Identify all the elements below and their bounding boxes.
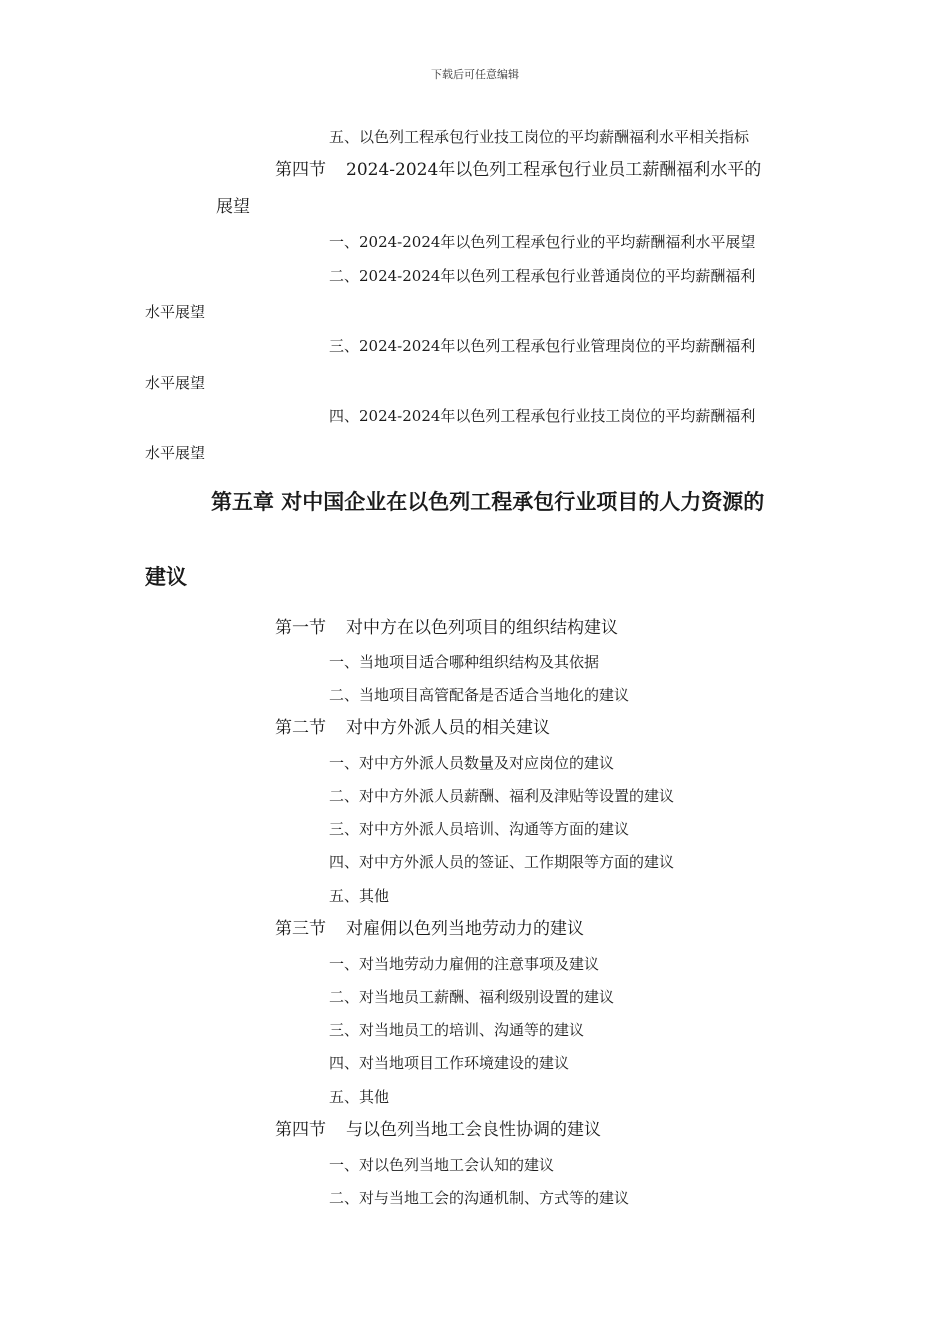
section-title: 2024-2024年以色列工程承包行业员工薪酬福利水平的 [346, 160, 762, 180]
toc-item: 五、其他 [329, 887, 390, 905]
toc-item: 二、当地项目高管配备是否适合当地化的建议 [329, 686, 630, 704]
toc-section [275, 159, 761, 181]
toc-item: 一、对当地劳动力雇佣的注意事项及建议 [329, 955, 600, 973]
section-label: 第二节 [275, 718, 326, 738]
toc-section [275, 918, 584, 940]
toc-section [275, 617, 618, 639]
toc-item-cont: 水平展望 [145, 303, 206, 321]
toc-item: 一、对以色列当地工会认知的建议 [329, 1156, 555, 1174]
toc-item: 五、其他 [329, 1088, 390, 1106]
toc-item: 二、对当地员工薪酬、福利级别设置的建议 [329, 988, 615, 1006]
section-label: 第四节 [275, 160, 326, 180]
toc-item: 四、2024-2024年以色列工程承包行业技工岗位的平均薪酬福利 [329, 407, 756, 425]
toc-item: 一、2024-2024年以色列工程承包行业的平均薪酬福利水平展望 [329, 233, 756, 251]
toc-item: 二、对中方外派人员薪酬、福利及津贴等设置的建议 [329, 787, 675, 805]
section-label: 第四节 [275, 1120, 326, 1140]
toc-item: 一、对中方外派人员数量及对应岗位的建议 [329, 754, 615, 772]
section-title: 对中方在以色列项目的组织结构建议 [346, 618, 618, 638]
toc-item: 二、对与当地工会的沟通机制、方式等的建议 [329, 1189, 630, 1207]
section-label: 第三节 [275, 919, 326, 939]
chapter-title-cont: 建议 [145, 565, 187, 589]
section-title: 对中方外派人员的相关建议 [346, 718, 550, 738]
toc-item: 五、以色列工程承包行业技工岗位的平均薪酬福利水平相关指标 [329, 128, 750, 146]
toc-item-cont: 水平展望 [145, 444, 206, 462]
toc-item: 四、对中方外派人员的签证、工作期限等方面的建议 [329, 853, 675, 871]
toc-section-cont: 展望 [216, 197, 250, 217]
toc-item: 三、对中方外派人员培训、沟通等方面的建议 [329, 820, 630, 838]
toc-item: 一、当地项目适合哪种组织结构及其依据 [329, 653, 600, 671]
chapter-title: 第五章 对中国企业在以色列工程承包行业项目的人力资源的 [211, 490, 765, 514]
toc-section [275, 1119, 601, 1141]
section-title: 与以色列当地工会良性协调的建议 [346, 1120, 601, 1140]
toc-item-cont: 水平展望 [145, 374, 206, 392]
toc-item: 三、对当地员工的培训、沟通等的建议 [329, 1021, 585, 1039]
toc-section [275, 717, 550, 739]
toc-item: 二、2024-2024年以色列工程承包行业普通岗位的平均薪酬福利 [329, 267, 756, 285]
section-label: 第一节 [275, 618, 326, 638]
page-header: 下载后可任意编辑 [431, 68, 519, 81]
toc-item: 三、2024-2024年以色列工程承包行业管理岗位的平均薪酬福利 [329, 337, 756, 355]
section-title: 对雇佣以色列当地劳动力的建议 [346, 919, 584, 939]
toc-item: 四、对当地项目工作环境建设的建议 [329, 1054, 570, 1072]
